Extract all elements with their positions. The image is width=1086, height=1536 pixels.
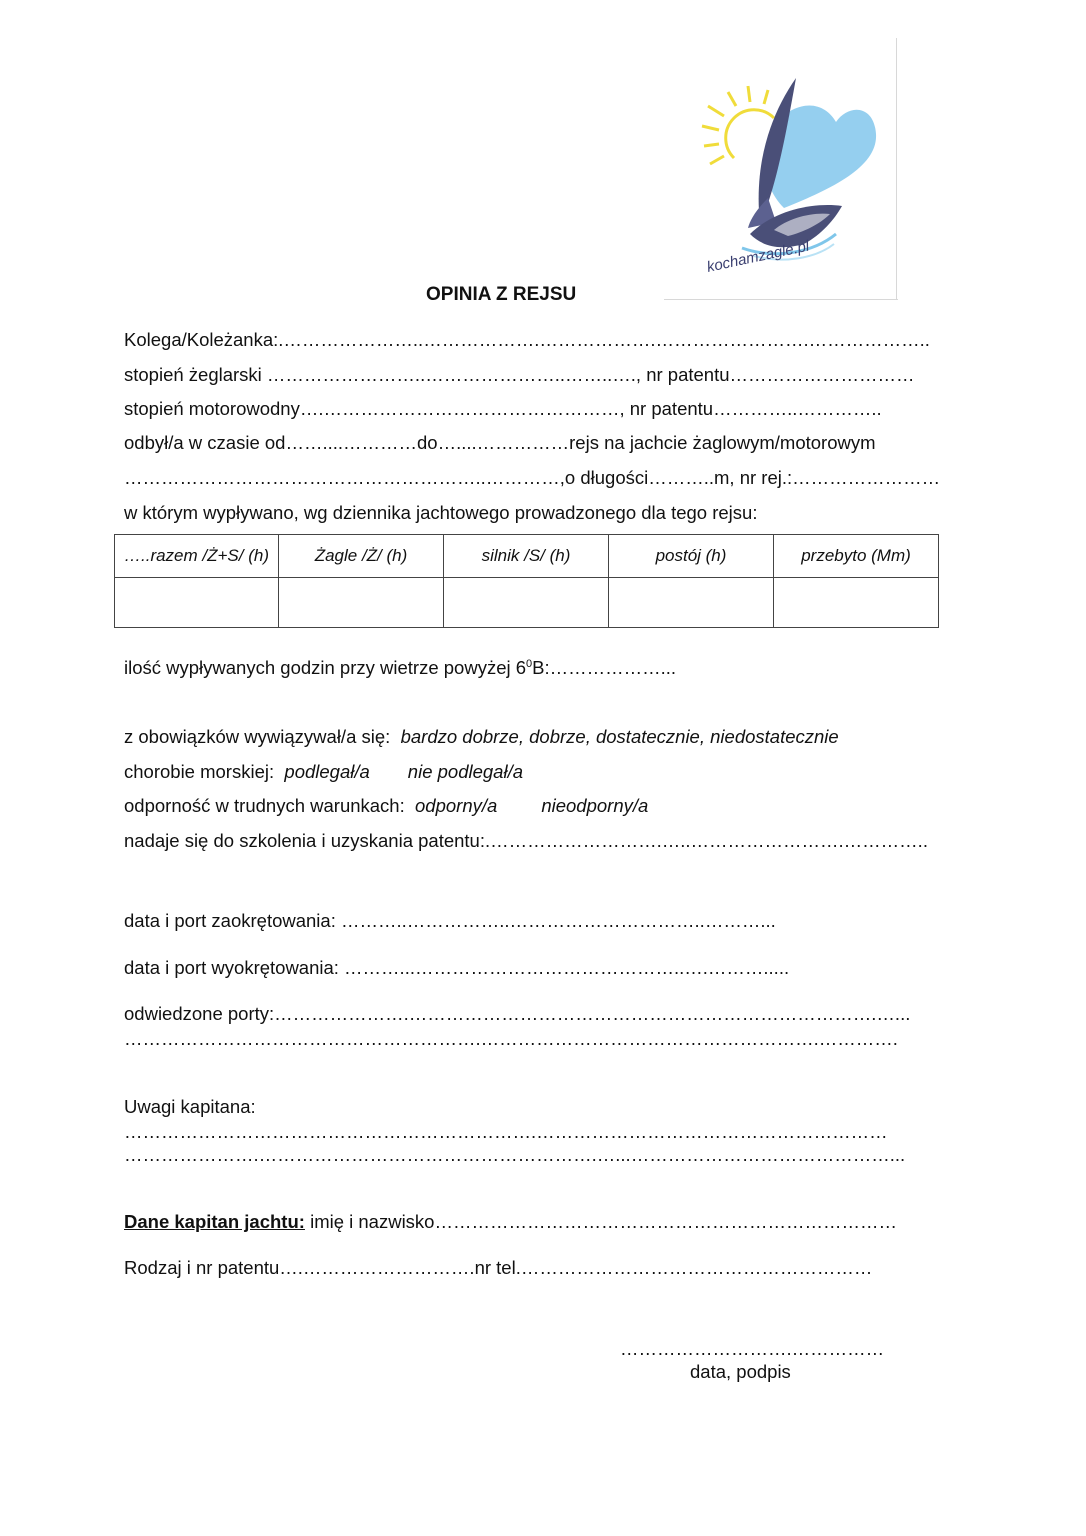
resilient-option[interactable]: odporny/a <box>415 795 498 816</box>
header-anchored: postój (h) <box>609 535 774 578</box>
cell-total[interactable] <box>115 578 279 628</box>
cell-anchored[interactable] <box>609 578 774 628</box>
wind-hours-label: ilość wypływanych godzin przy wietrze powyżej 6 <box>124 657 527 678</box>
cruise-period-field[interactable]: odbył/a w czasie od……....…………do…....……………rejs na jachcie żaglowym/motorowym <box>124 432 876 453</box>
signature-line[interactable]: ……………………….…………… <box>620 1338 885 1359</box>
visited-ports-field[interactable]: odwiedzone porty:………………….………………………………………………………………….…... <box>124 1003 911 1024</box>
captain-name-field[interactable]: imię i nazwisko………………………………………………………………… <box>304 1211 897 1232</box>
not-resilient-option[interactable]: nieodporny/a <box>541 795 649 816</box>
sailing-rank-field[interactable]: stopień żeglarski ……………………..…………………..……..…., nr patentu………………………… <box>124 364 915 385</box>
table-row <box>115 578 939 628</box>
header-total: …..razem /Ż+S/ (h) <box>115 535 279 578</box>
wind-hours-field[interactable] <box>124 657 676 679</box>
wind-hours-dots: B:………………... <box>532 657 677 678</box>
seasick-label: chorobie morskiej: <box>124 761 275 782</box>
duties-label: z obowiązków wywiązywał/a się: <box>124 726 391 747</box>
resilience-row <box>124 795 648 817</box>
header-sails: Żagle /Ż/ (h) <box>279 535 444 578</box>
seasick-row <box>124 761 523 783</box>
remarks-line-2[interactable]: ………………….……………………………………………….…...……………………………………... <box>124 1144 906 1165</box>
captain-name-row[interactable] <box>124 1211 897 1233</box>
sun-icon <box>702 86 768 164</box>
logbook-intro: w którym wypływano, wg dziennika jachtowego prowadzonego dla tego rejsu: <box>124 502 758 523</box>
sailboat-heart-logo-icon <box>664 38 898 300</box>
cell-engine[interactable] <box>444 578 609 628</box>
remarks-line-1[interactable]: ………………………………………………………….………………………………………………… <box>124 1121 888 1142</box>
seasick-yes-option[interactable]: podlegał/a <box>284 761 370 782</box>
hours-table <box>114 534 939 628</box>
captain-patent-field[interactable]: Rodzaj i nr patentu….……………………….nr tel.………………………………………………… <box>124 1257 873 1278</box>
duties-options[interactable]: bardzo dobrze, dobrze, dostatecznie, niedostatecznie <box>400 726 839 747</box>
logo-text: kochamzagle.pl <box>705 237 811 276</box>
embark-field[interactable]: data i port zaokrętowania: ………..……………..…………………………..………... <box>124 910 776 931</box>
resilience-label: odporność w trudnych warunkach: <box>124 795 405 816</box>
page-title: OPINIA Z REJSU <box>426 284 577 305</box>
motorboat-rank-field[interactable]: stopień motorowodny….…………………………………………, nr patentu…………..………….. <box>124 398 882 419</box>
disembark-field[interactable]: data i port wyokrętowania: ………...……………………………………..….………..... <box>124 957 790 978</box>
header-distance: przebyto (Mm) <box>774 535 939 578</box>
table-header-row <box>115 535 939 578</box>
yacht-length-field[interactable]: …………………………………………………..…………,o długości………..m, nr rej.:…………………… <box>124 467 941 488</box>
captain-section-label: Dane kapitan jachtu: <box>124 1211 305 1232</box>
visited-ports-continuation[interactable]: ………………………………………………….……………………………………………….…………. <box>124 1028 898 1049</box>
cell-sails[interactable] <box>279 578 444 628</box>
wind-hours-sup: 0 <box>526 658 533 670</box>
kochamzagle-logo <box>664 38 898 300</box>
cell-distance[interactable] <box>774 578 939 628</box>
seasick-no-option[interactable]: nie podlegał/a <box>407 761 524 782</box>
duties-row <box>124 726 839 748</box>
colleague-field[interactable]: Kolega/Koleżanka:.…………………..……………….……………….…………………….……………….. <box>124 329 930 350</box>
remarks-label: Uwagi kapitana: <box>124 1096 256 1117</box>
header-engine: silnik /S/ (h) <box>444 535 609 578</box>
signature-label: data, podpis <box>690 1361 791 1382</box>
training-field[interactable]: nadaje się do szkolenia i uzyskania patentu:.……………………….…..…………………….………….. <box>124 830 928 851</box>
